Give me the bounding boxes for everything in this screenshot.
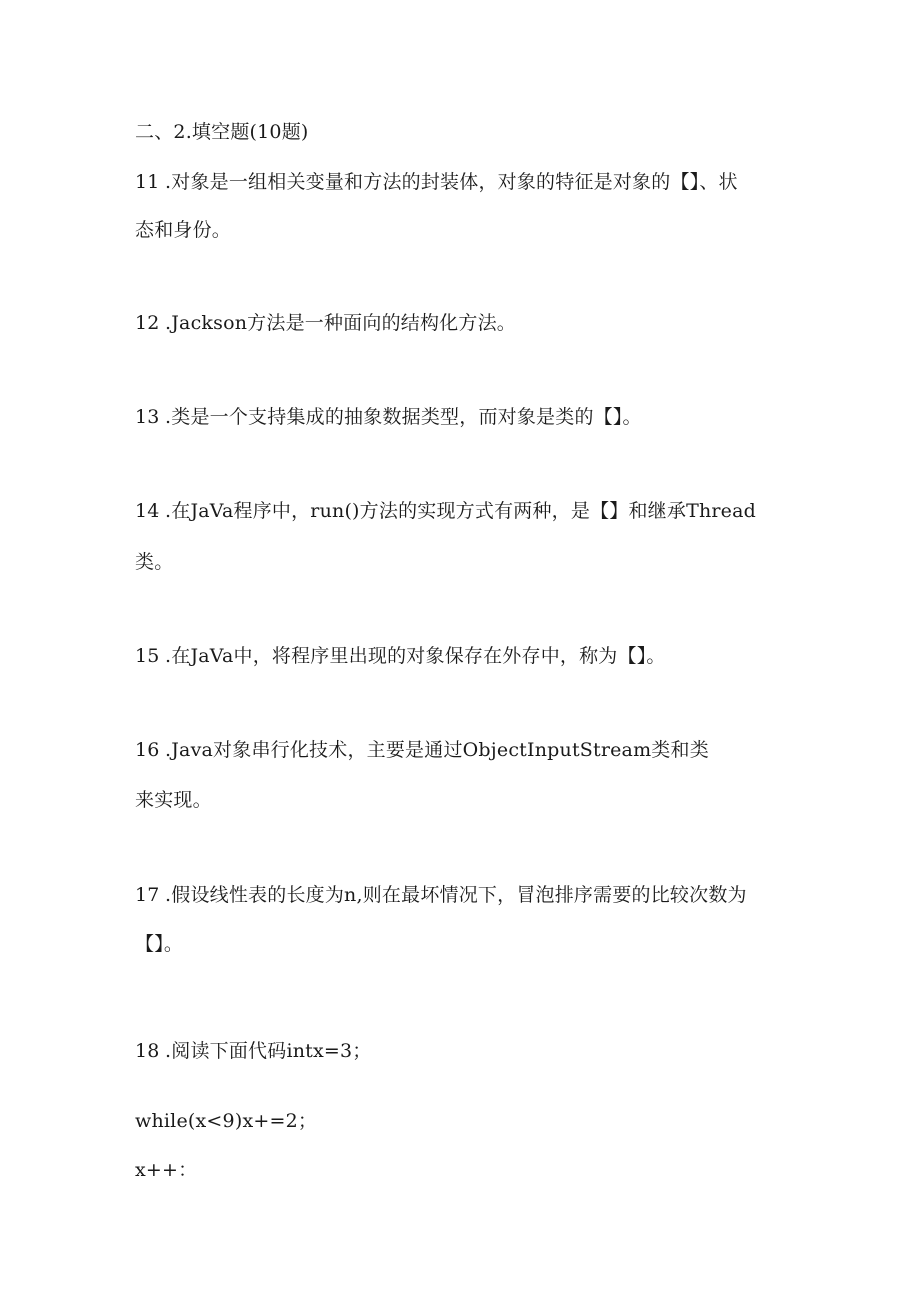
question-number: 13 [135, 406, 160, 428]
code-line-2: x++： [135, 1159, 198, 1181]
question-18-line-1 [135, 1039, 372, 1063]
question-number: 14 [135, 500, 160, 522]
question-text: .阅读下面代码intx=3； [165, 1040, 372, 1062]
question-17-line-2: 【】。 [135, 933, 184, 955]
question-number: 18 [135, 1040, 160, 1062]
question-13-line-1 [135, 405, 642, 429]
question-15-line-1 [135, 644, 666, 668]
question-text: .假设线性表的长度为n,则在最坏情况下，冒泡排序需要的比较次数为 [165, 884, 747, 906]
question-number: 17 [135, 884, 160, 906]
question-number: 15 [135, 645, 160, 667]
question-11-line-1 [135, 170, 738, 194]
section-heading: 二、2.填空题(10题) [135, 121, 309, 143]
question-text: .Jackson方法是一种面向的结构化方法。 [165, 312, 516, 334]
question-17-line-1 [135, 883, 747, 907]
question-text: .在JaVa中，将程序里出现的对象保存在外存中，称为【】。 [165, 645, 666, 667]
question-number: 12 [135, 312, 160, 334]
code-line-1: while(x<9)x+=2； [135, 1110, 318, 1132]
question-14-line-2: 类。 [135, 551, 174, 573]
question-14-line-1 [135, 499, 756, 523]
question-16-line-1 [135, 738, 709, 762]
question-11-line-2: 态和身份。 [135, 219, 232, 241]
question-text: .在JaVa程序中，run()方法的实现方式有两种，是【】和继承Thread [165, 500, 756, 522]
question-text: .对象是一组相关变量和方法的封装体，对象的特征是对象的【】、状 [165, 171, 738, 193]
question-text: .Java对象串行化技术，主要是通过ObjectInputStream类和类 [165, 739, 709, 761]
question-12-line-1 [135, 311, 516, 335]
question-16-line-2: 来实现。 [135, 789, 212, 811]
question-text: .类是一个支持集成的抽象数据类型，而对象是类的【】。 [165, 406, 642, 428]
question-number: 11 [135, 171, 160, 193]
question-number: 16 [135, 739, 160, 761]
